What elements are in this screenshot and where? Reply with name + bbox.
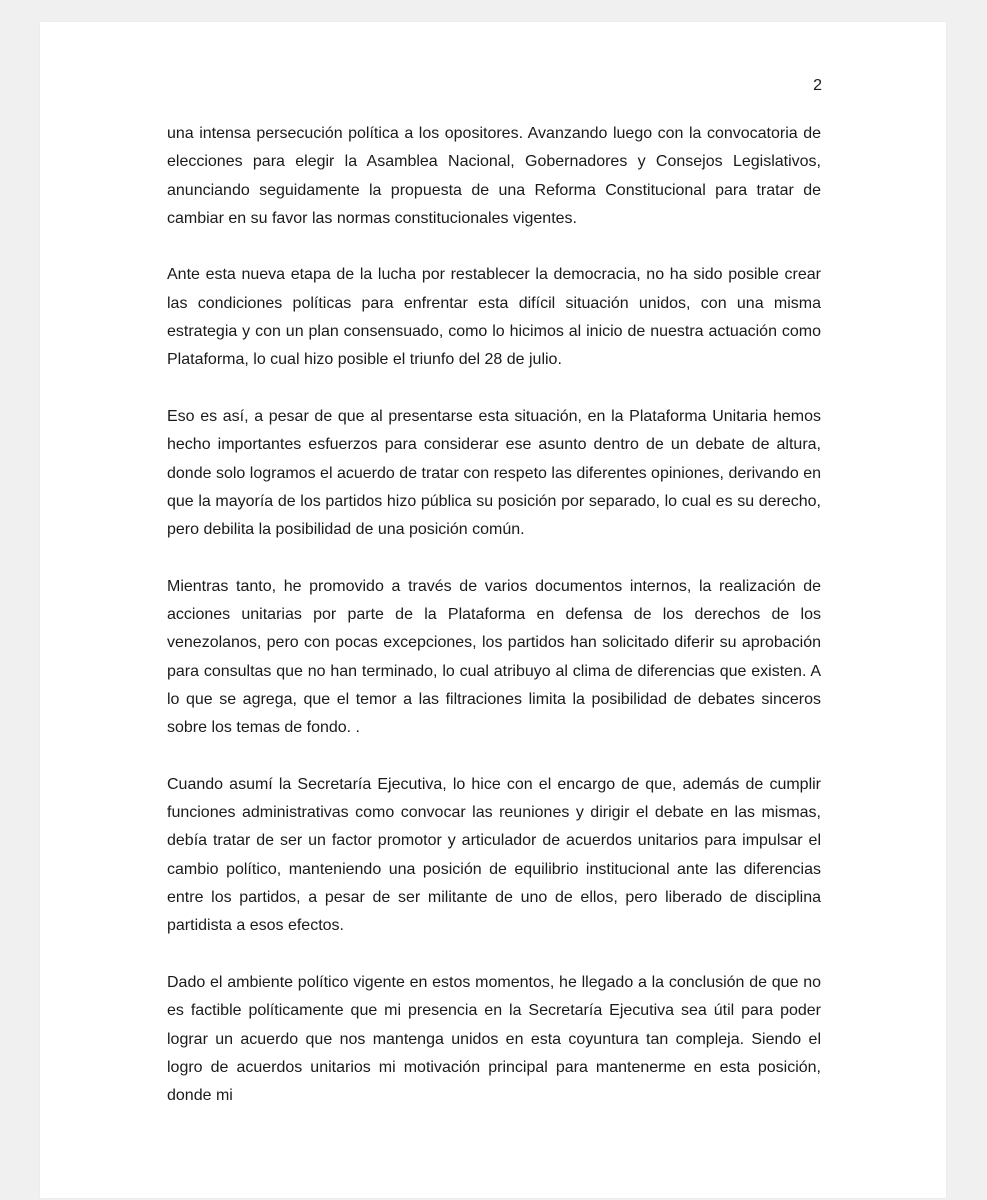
paragraph-1: una intensa persecución política a los opositores. Avanzando luego con la convocatoria de elecciones para elegir la Asamblea Nacional, Gobernadores y Consejos Legislativos, anunciando seguidamente la propuesta de una Reforma Constitucional para tratar de cambiar en su favor las normas constitucionales vigentes. [167,125,821,227]
paragraph-6: Dado el ambiente político vigente en estos momentos, he llegado a la conclusión de que no es factible políticamente que mi presencia en la Secretaría Ejecutiva sea útil para poder lograr un acuerdo que nos mantenga unidos en esta coyuntura tan compleja. Siendo el logro de acuerdos unitarios mi motivación principal para mantenerme en esta posición, donde mi [167,973,821,1105]
paragraph-4: Mientras tanto, he promovido a través de varios documentos internos, la realización de acciones unitarias por parte de la Plataforma en defensa de los derechos de los venezolanos, pero con pocas excepciones, los partidos han solicitado diferir su aprobación para consultas que no han terminado, lo cual atribuyo al clima de diferencias que existen. A lo que se agrega, que el temor a las filtraciones limita la posibilidad de debates sinceros sobre los temas de fondo. . [167,577,821,737]
page-number: 2 [813,77,822,94]
paragraph-2: Ante esta nueva etapa de la lucha por restablecer la democracia, no ha sido posible crear las condiciones políticas para enfrentar esta difícil situación unidos, con una misma estrategia y con un plan consensuado, como lo hicimos al inicio de nuestra actuación como Plataforma, lo cual hizo posible el triunfo del 28 de julio. [167,266,821,369]
document-page [40,22,946,1198]
paragraph-5: Cuando asumí la Secretaría Ejecutiva, lo hice con el encargo de que, además de cumplir funciones administrativas como convocar las reuniones y dirigir el debate en las mismas, debía tratar de ser un factor promotor y articulador de acuerdos unitarios para impulsar el cambio político, manteniendo una posición de equilibrio institucional ante las diferencias entre los partidos, a pesar de ser militante de uno de ellos, pero liberado de disciplina partidista a esos efectos. [167,775,821,935]
paragraph-3: Eso es así, a pesar de que al presentarse esta situación, en la Plataforma Unitaria hemos hecho importantes esfuerzos para considerar ese asunto dentro de un debate de altura, donde solo logramos el acuerdo de tratar con respeto las diferentes opiniones, derivando en que la mayoría de los partidos hizo pública su posición por separado, lo cual es su derecho, pero debilita la posibilidad de una posición común. [167,407,821,539]
document-body [167,120,821,1110]
